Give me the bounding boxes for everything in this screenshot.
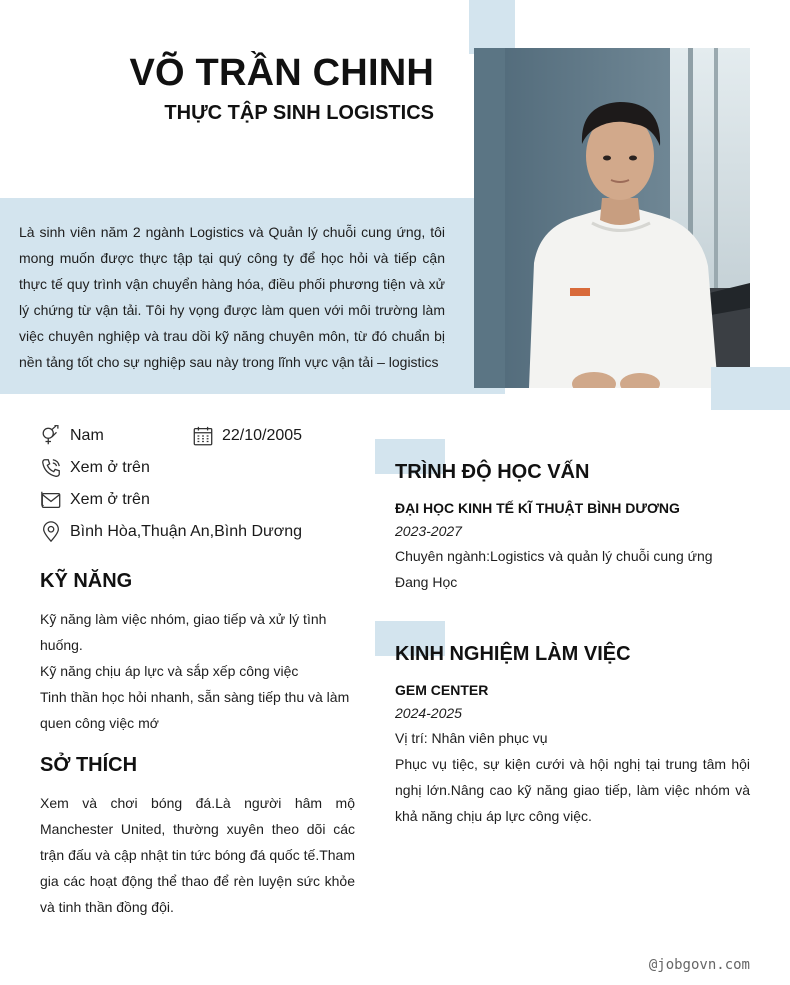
skills-text [40,606,350,736]
hobbies-heading: SỞ THÍCH [40,754,138,776]
contact-address [40,521,302,543]
email-value: Xem ở trên [70,491,150,508]
education-status: Đang Học [395,574,458,590]
phone-icon [40,457,62,479]
education-period: 2023-2027 [395,523,462,539]
profile-photo [474,48,750,388]
career-summary: Là sinh viên năm 2 ngành Logistics và Quản lý chuỗi cung ứng, tôi mong muốn được thực tập tại quý công ty để học hỏi và tiếp cận thực tế quy trình vận chuyển hàng hóa, điều phối phương tiện và xử lý chứng từ vận tải. Tôi hy vọng được làm quen với môi trường làm việc chuyên nghiệp và trau dồi kỹ năng chuyên môn, từ đó chuẩn bị nền tảng tốt cho sự nghiệp sau này trong lĩnh vực vận tải – logistics [19,224,445,370]
contact-email [40,489,150,511]
contact-gender [40,425,104,447]
job-title: THỰC TẬP SINH LOGISTICS [164,102,434,124]
experience-description: Phục vụ tiệc, sự kiện cưới và hội nghị tại trung tâm hội nghị lớn.Nâng cao kỹ năng giao tiếp, làm việc nhóm và khả năng chịu áp lực công việc. [395,756,750,824]
gender-value: Nam [70,427,104,444]
contact-birthday [192,425,302,447]
accent-block-right [711,367,790,410]
experience-heading: KINH NGHIỆM LÀM VIỆC [395,643,631,665]
mail-icon [40,489,62,511]
address-value: Bình Hòa,Thuận An,Bình Dương [70,523,303,540]
gender-icon [40,425,62,447]
contact-phone [40,457,150,479]
watermark: @jobgovn.com [648,957,750,973]
location-pin-icon [40,521,62,543]
education-school: ĐẠI HỌC KINH TẾ KĨ THUẬT BÌNH DƯƠNG [395,500,680,516]
phone-value: Xem ở trên [70,459,150,476]
hobbies-text: Xem và chơi bóng đá.Là người hâm mộ Manchester United, thường xuyên theo dõi các trận đấu và cập nhật tin tức bóng đá quốc tế.Tham gia các hoạt động thể thao để rèn luyện sức khỏe và tinh thần đồng đội. [40,795,355,915]
accent-block-top [469,0,515,54]
skills-content: Kỹ năng làm việc nhóm, giao tiếp và xử lý tình huống. Kỹ năng chịu áp lực và sắp xếp công việc Tinh thần học hỏi nhanh, sẵn sàng tiếp thu và làm quen công việc mớ [40,611,350,731]
skills-heading: KỸ NĂNG [40,570,133,592]
candidate-name: VÕ TRẦN CHINH [129,52,434,94]
calendar-icon [192,425,214,447]
experience-company: GEM CENTER [395,682,489,698]
experience-position: Vị trí: Nhân viên phục vụ [395,730,548,746]
birthday-value: 22/10/2005 [222,427,303,444]
experience-period: 2024-2025 [395,705,462,721]
education-heading: TRÌNH ĐỘ HỌC VẤN [395,461,590,483]
education-major: Chuyên ngành:Logistics và quản lý chuỗi cung ứng [395,548,713,564]
